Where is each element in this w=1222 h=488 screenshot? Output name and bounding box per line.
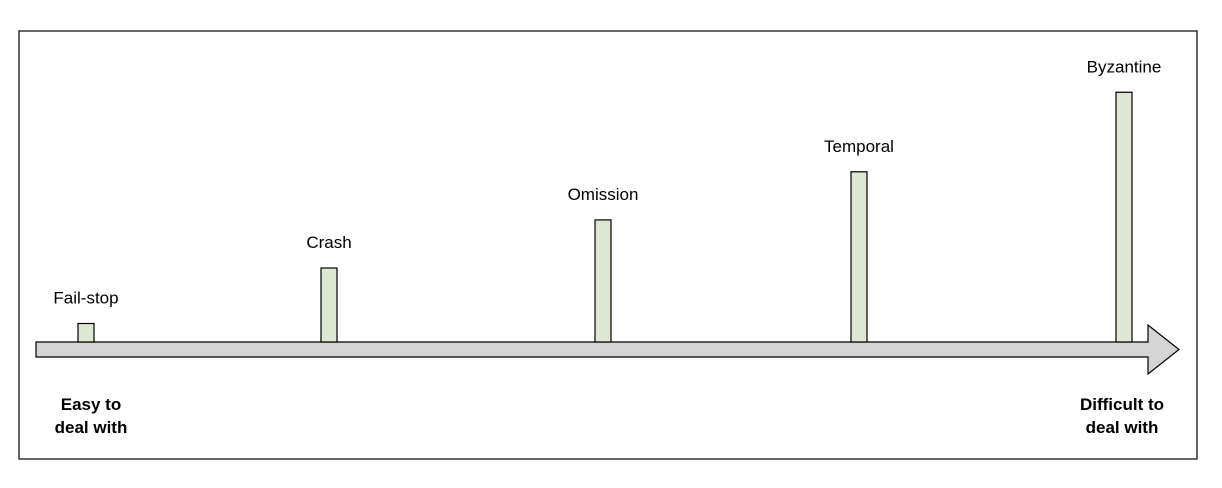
bar-byzantine (1116, 92, 1132, 342)
start-label-line1: Easy to (60, 395, 122, 414)
end-label-line1: Difficult to (1079, 395, 1165, 414)
label-byzantine: Byzantine (1086, 57, 1162, 77)
bar-omission (595, 220, 611, 342)
label-crash: Crash (306, 233, 352, 252)
bar-fail-stop (78, 324, 94, 343)
label-temporal: Temporal (824, 136, 894, 156)
start-label-line2: deal with (54, 418, 128, 437)
bar-crash (321, 268, 337, 342)
bar-temporal (851, 172, 867, 342)
end-label-line2: deal with (1085, 418, 1159, 437)
label-omission: Omission (567, 184, 639, 204)
label-fail-stop: Fail-stop (53, 288, 119, 308)
